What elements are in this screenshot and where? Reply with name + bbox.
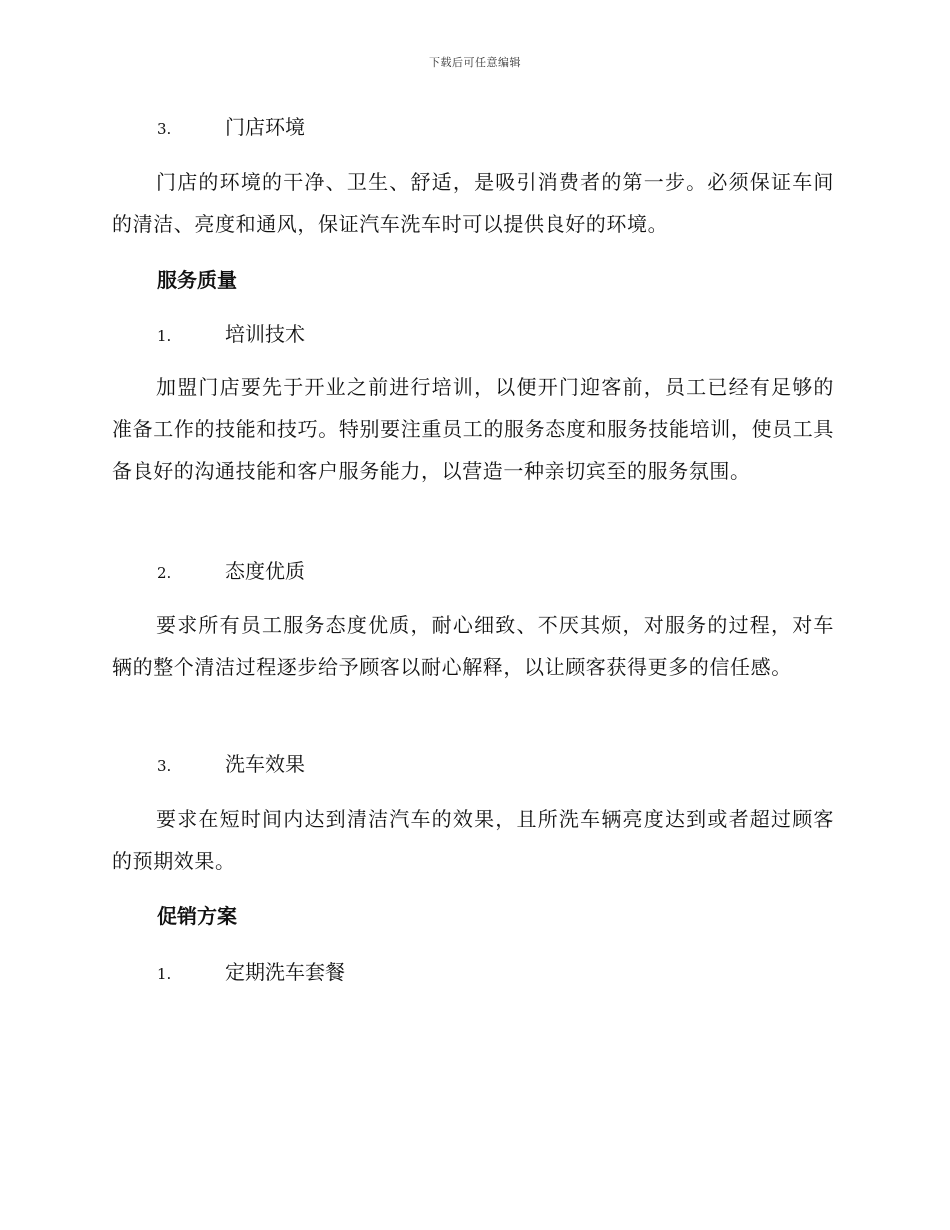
list-number: 1. bbox=[157, 965, 172, 983]
paragraph-wash-effect: 要求在短时间内达到清洁汽车的效果，且所洗车辆亮度达到或者超过顾客的预期效果。 bbox=[112, 807, 834, 873]
list-number: 1. bbox=[157, 327, 172, 345]
list-item-wash-effect bbox=[157, 750, 305, 780]
list-label: 定期洗车套餐 bbox=[225, 960, 345, 984]
paragraph-store-environment: 门店的环境的干净、卫生、舒适，是吸引消费者的第一步。必须保证车间的清洁、亮度和通风，保证汽车洗车时可以提供良好的环境。 bbox=[112, 170, 834, 236]
list-label: 态度优质 bbox=[225, 559, 305, 583]
list-number: 3. bbox=[157, 120, 172, 138]
list-number: 2. bbox=[157, 564, 172, 582]
paragraph-attitude: 要求所有员工服务态度优质，耐心细致、不厌其烦，对服务的过程，对车辆的整个清洁过程逐步给予顾客以耐心解释，以让顾客获得更多的信任感。 bbox=[112, 613, 834, 679]
list-number: 3. bbox=[157, 757, 172, 775]
list-item-training bbox=[157, 320, 305, 350]
section-heading-service-quality: 服务质量 bbox=[157, 268, 237, 292]
list-item-store-environment bbox=[157, 113, 305, 143]
list-item-attitude bbox=[157, 557, 305, 587]
header-note: 下载后可任意编辑 bbox=[429, 56, 521, 69]
list-label: 培训技术 bbox=[225, 322, 305, 346]
list-label: 洗车效果 bbox=[225, 752, 305, 776]
paragraph-training: 加盟门店要先于开业之前进行培训，以便开门迎客前，员工已经有足够的准备工作的技能和技巧。特别要注重员工的服务态度和服务技能培训，使员工具备良好的沟通技能和客户服务能力，以营造一种亲切宾至的服务氛围。 bbox=[112, 375, 834, 483]
list-label: 门店环境 bbox=[225, 115, 305, 139]
section-heading-promotion: 促销方案 bbox=[157, 904, 237, 928]
list-item-wash-package bbox=[157, 958, 345, 988]
